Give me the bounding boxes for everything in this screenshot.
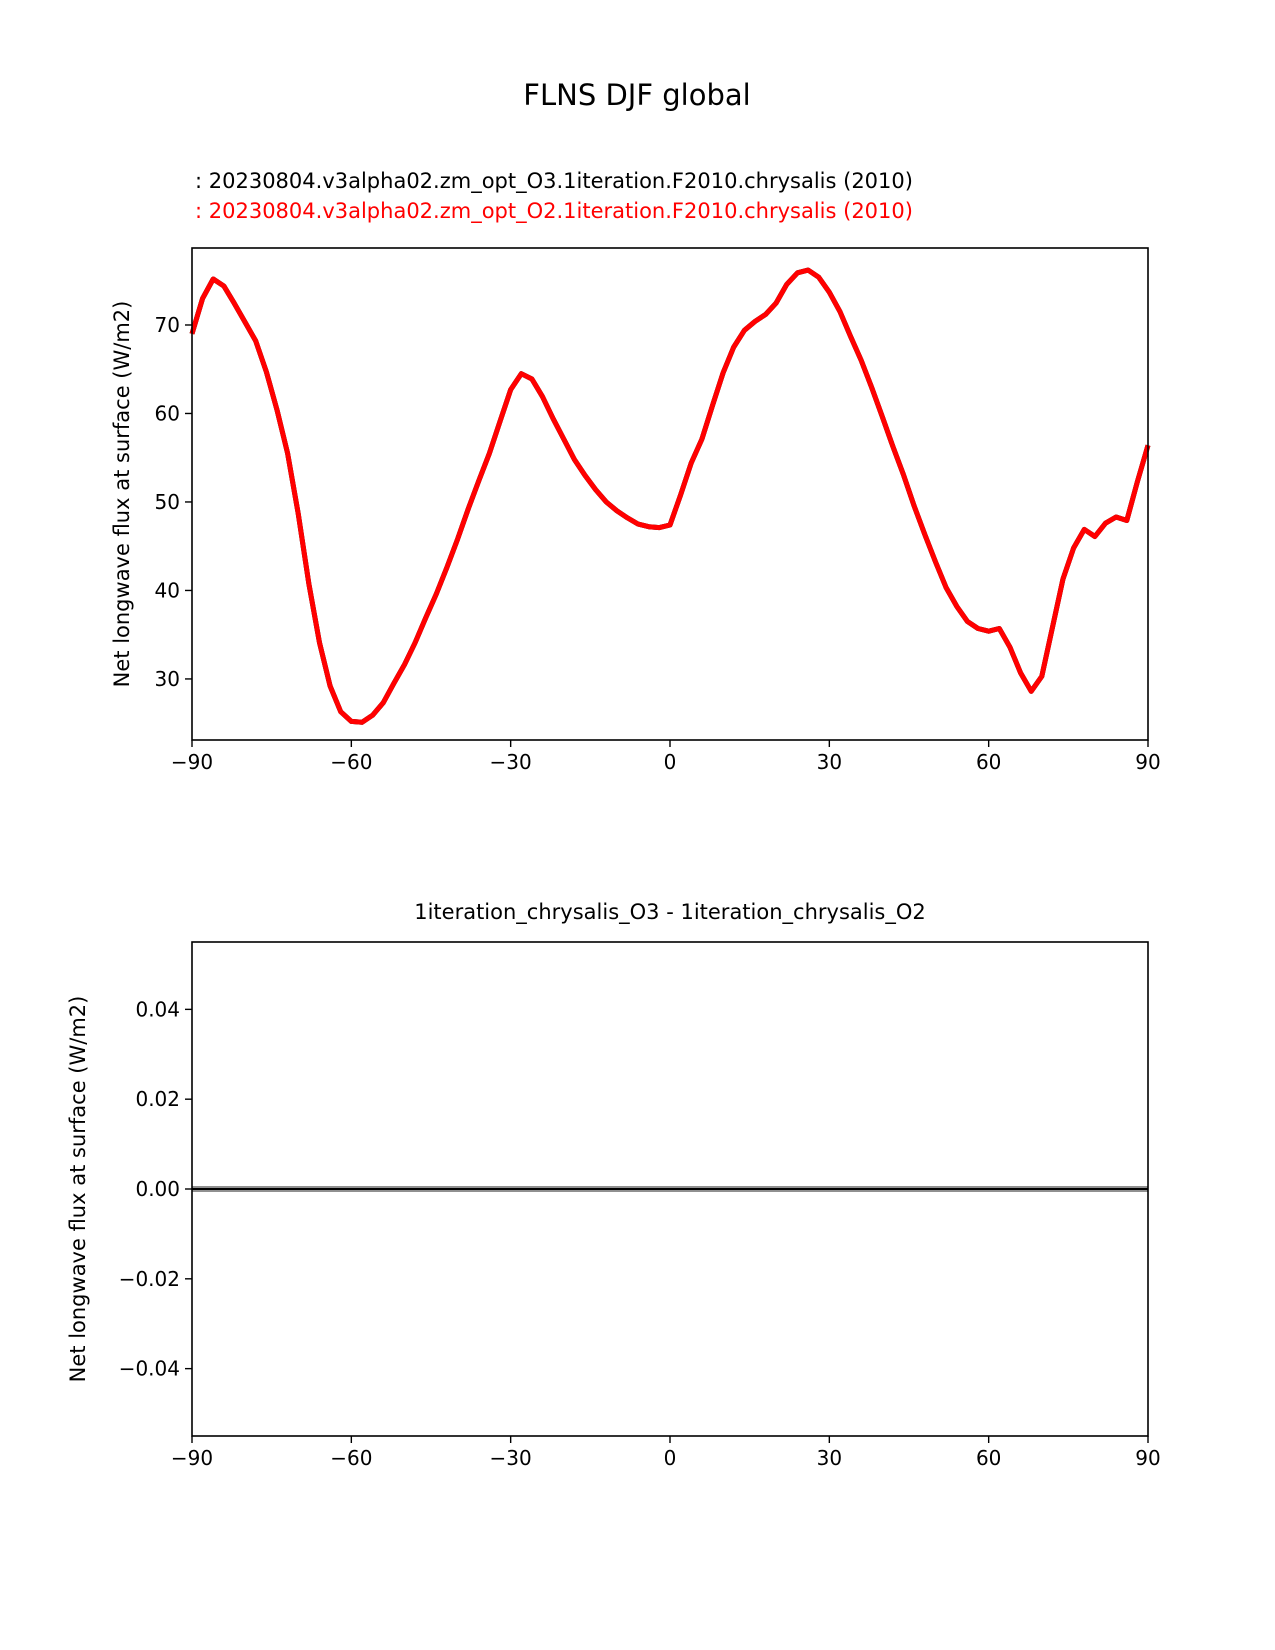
x-tick-label: −90 bbox=[170, 750, 214, 774]
top-plot-y-axis-label: Net longwave flux at surface (W/m2) bbox=[110, 300, 134, 688]
x-tick-label: −60 bbox=[330, 1446, 373, 1470]
x-tick-label: −30 bbox=[489, 1446, 532, 1470]
x-tick-label: −30 bbox=[489, 750, 532, 774]
bottom-plot-y-axis-label: Net longwave flux at surface (W/m2) bbox=[66, 995, 90, 1383]
x-axis-ticks bbox=[171, 1436, 1161, 1470]
difference-line-plot bbox=[119, 942, 1161, 1470]
x-tick-label: 90 bbox=[1135, 750, 1161, 774]
x-tick-label: 60 bbox=[975, 750, 1002, 774]
x-tick-label: 90 bbox=[1135, 1446, 1161, 1470]
bottom-plot-title: 1iteration_chrysalis_O3 - 1iteration_chrysalis_O2 bbox=[414, 900, 926, 924]
x-tick-label: −90 bbox=[170, 1446, 214, 1470]
legend-entry-o2: : 20230804.v3alpha02.zm_opt_O2.1iteration.F2010.chrysalis (2010) bbox=[195, 199, 913, 223]
series-group bbox=[192, 270, 1148, 722]
x-tick-label: 30 bbox=[816, 750, 843, 774]
y-tick-label: 0.02 bbox=[135, 1087, 180, 1112]
y-tick-label: 30 bbox=[154, 666, 180, 691]
x-tick-label: 0 bbox=[663, 750, 677, 774]
y-tick-label: 0.00 bbox=[135, 1177, 180, 1201]
y-tick-label: 40 bbox=[154, 578, 180, 603]
y-axis-ticks bbox=[119, 997, 192, 1380]
y-tick-label: 50 bbox=[154, 489, 180, 514]
x-axis-ticks bbox=[171, 740, 1161, 774]
x-tick-label: −60 bbox=[330, 750, 373, 774]
y-axis-ticks bbox=[155, 313, 192, 691]
axes-frame bbox=[192, 248, 1148, 740]
y-tick-label: 0.04 bbox=[135, 997, 180, 1022]
legend-entry-o3: : 20230804.v3alpha02.zm_opt_O3.1iteration.F2010.chrysalis (2010) bbox=[195, 169, 913, 193]
x-tick-label: 0 bbox=[663, 1446, 677, 1470]
y-tick-label: −0.04 bbox=[118, 1356, 180, 1381]
y-tick-label: 60 bbox=[154, 401, 180, 426]
x-tick-label: 60 bbox=[975, 1446, 1002, 1470]
x-tick-label: 30 bbox=[816, 1446, 843, 1470]
series-line bbox=[192, 270, 1148, 722]
top-line-plot bbox=[155, 248, 1161, 774]
figure-title: FLNS DJF global bbox=[523, 78, 751, 112]
y-tick-label: 70 bbox=[154, 312, 180, 337]
series-line bbox=[192, 270, 1148, 722]
y-tick-label: −0.02 bbox=[118, 1266, 180, 1291]
